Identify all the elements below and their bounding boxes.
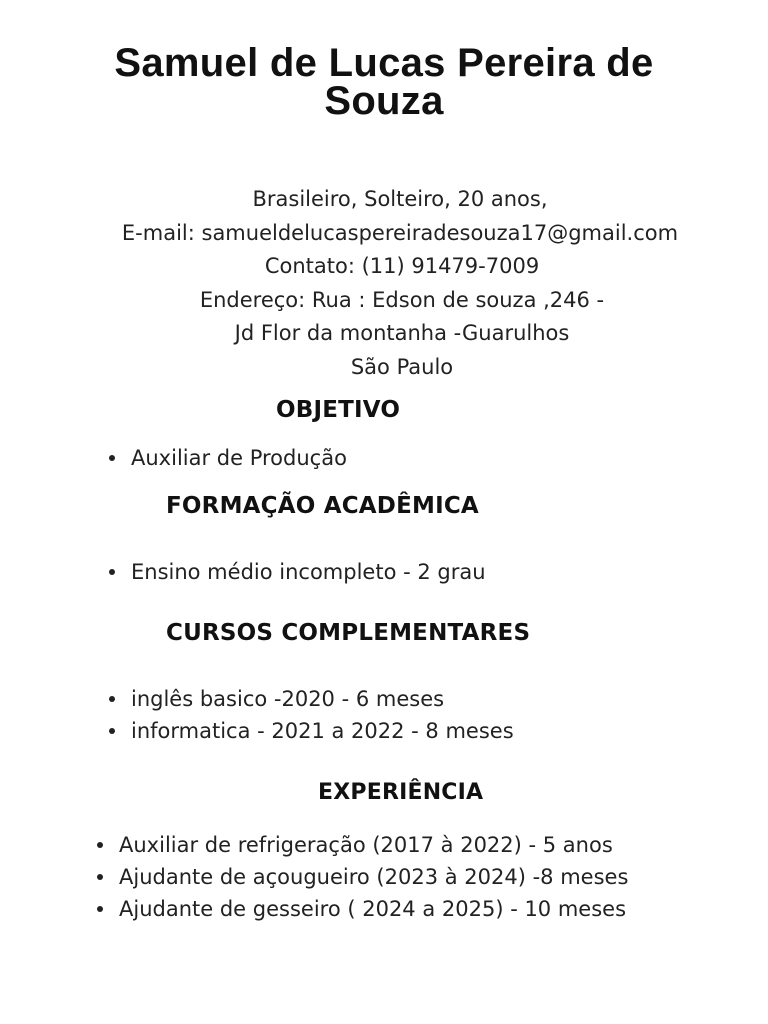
bullet-icon [109, 696, 115, 702]
candidate-name-line2: Souza [324, 79, 444, 123]
list-item-text: informatica - 2021 a 2022 - 8 meses [131, 719, 514, 743]
list-item-text: Ensino médio incompleto - 2 grau [131, 560, 486, 584]
list-item-text: Auxiliar de refrigeração (2017 à 2022) - 5 anos [119, 833, 613, 857]
cursos-heading: CURSOS COMPLEMENTARES [166, 620, 531, 646]
objetivo-heading: OBJETIVO [276, 397, 401, 423]
cursos-list [131, 683, 514, 747]
candidate-name [0, 41, 768, 123]
personal-details: Brasileiro, Solteiro, 20 anos, [252, 187, 548, 211]
contact-line: Contato: (11) 91479-7009 [264, 254, 540, 279]
bullet-icon [109, 569, 115, 575]
objetivo-list [131, 442, 347, 474]
list-item [131, 715, 514, 747]
candidate-name-line1: Samuel de Lucas Pereira de [114, 41, 654, 85]
address-line1: Endereço: Rua : Edson de souza ,246 - [199, 287, 605, 312]
list-item [131, 442, 347, 474]
bullet-icon [97, 842, 103, 848]
list-item [119, 861, 628, 893]
state-line: São Paulo [350, 354, 454, 379]
list-item-text: Auxiliar de Produção [131, 446, 347, 470]
experiencia-heading: EXPERIÊNCIA [318, 780, 484, 805]
list-item [131, 556, 486, 588]
bullet-icon [109, 455, 115, 461]
bullet-icon [97, 906, 103, 912]
experiencia-list [119, 829, 628, 925]
address-line2: Jd Flor da montanha -Guarulhos [234, 321, 570, 346]
formacao-heading: FORMAÇÃO ACADÊMICA [166, 493, 479, 519]
list-item [119, 829, 628, 861]
list-item [119, 893, 628, 925]
personal-info [0, 183, 768, 385]
formacao-list [131, 556, 486, 588]
list-item-text: inglês basico -2020 - 6 meses [131, 687, 445, 711]
email-line: E-mail: samueldelucaspereiradesouza17@gmail.com [121, 220, 679, 245]
list-item [131, 683, 514, 715]
list-item-text: Ajudante de gesseiro ( 2024 a 2025) - 10 meses [119, 897, 627, 921]
bullet-icon [97, 874, 103, 880]
list-item-text: Ajudante de açougueiro (2023 à 2024) -8 meses [119, 865, 629, 889]
bullet-icon [109, 728, 115, 734]
